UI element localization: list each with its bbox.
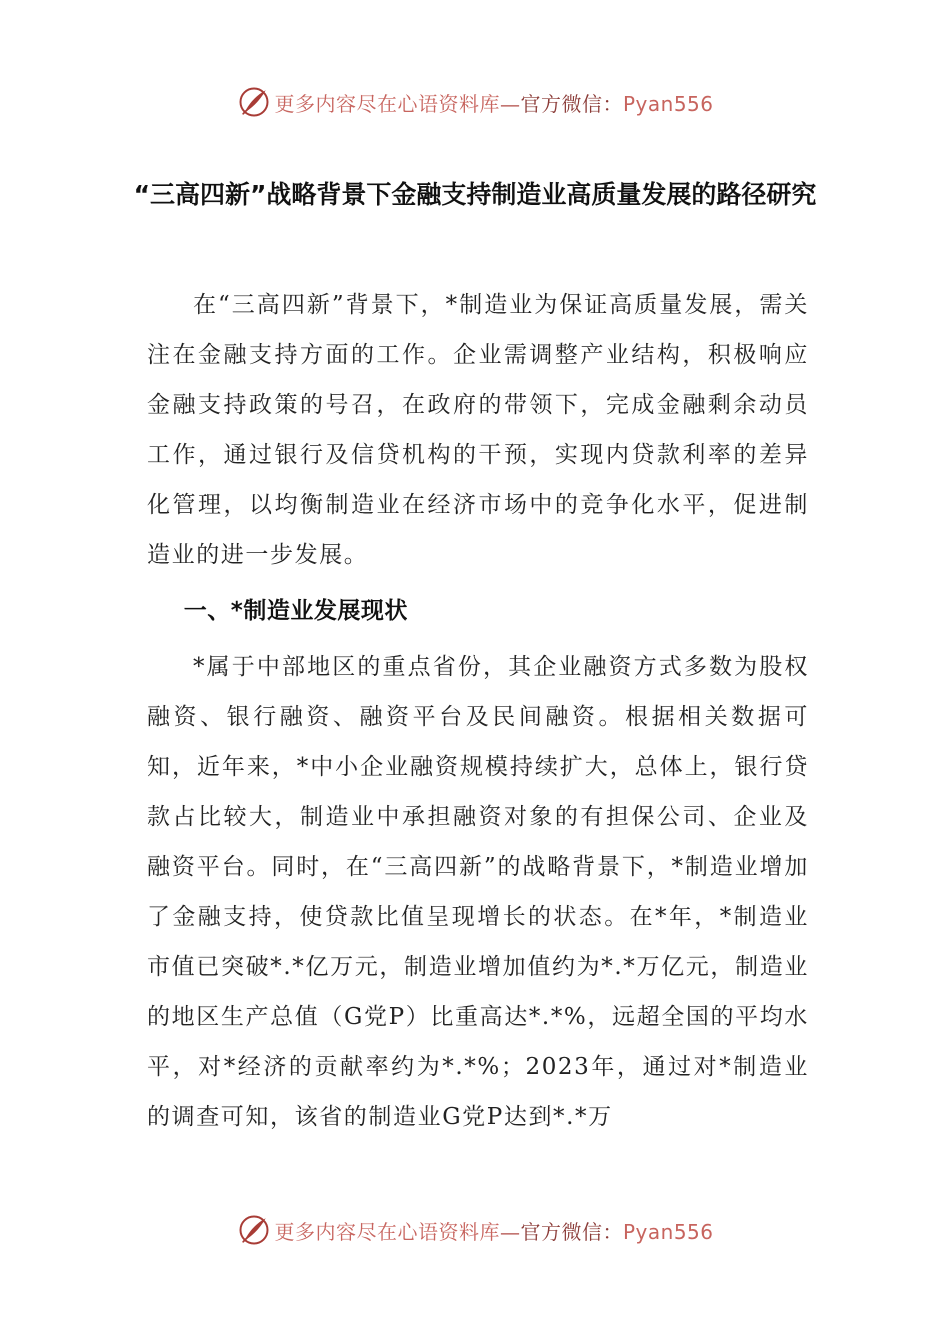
watermark-wechat-id: Pyan556	[622, 91, 714, 116]
quill-pen-logo-icon	[236, 84, 272, 120]
watermark-separator: —	[499, 1219, 521, 1244]
footer-watermark	[0, 1210, 950, 1250]
document-title: “三高四新”战略背景下金融支持制造业高质量发展的路径研究	[133, 180, 817, 209]
watermark-wechat-id: Pyan556	[622, 1219, 714, 1244]
section-heading: 一、*制造业发展现状	[183, 598, 408, 624]
watermark-label: 官方微信：	[520, 91, 623, 116]
intro-paragraph: 在“三高四新”背景下，*制造业为保证高质量发展，需关注在金融支持方面的工作。企业需调整产业结构，积极响应金融支持政策的号召，在政府的带领下，完成金融剩余动员工作，通过银行及信贷机构的干预，实现内贷款利率的差异化管理，以均衡制造业在经济市场中的竞争化水平，促进制造业的进一步发展。	[147, 292, 809, 568]
quill-pen-logo-icon	[236, 1212, 272, 1248]
document-body	[147, 280, 809, 1142]
watermark-label: 官方微信：	[520, 1219, 623, 1244]
watermark-separator: —	[499, 91, 521, 116]
header-watermark	[0, 82, 950, 122]
watermark-brand: 更多内容尽在心语资料库	[274, 1219, 500, 1244]
watermark-brand: 更多内容尽在心语资料库	[274, 91, 500, 116]
section-paragraph: *属于中部地区的重点省份，其企业融资方式多数为股权融资、银行融资、融资平台及民间融资。根据相关数据可知，近年来，*中小企业融资规模持续扩大，总体上，银行贷款占比较大，制造业中承担融资对象的有担保公司、企业及融资平台。同时，在“三高四新”的战略背景下，*制造业增加了金融支持，使贷款比值呈现增长的状态。在*年，*制造业市值已突破*.*亿万元，制造业增加值约为*.*万亿元，制造业的地区生产总值（G党P）比重高达*.*%，远超全国的平均水平，对*经济的贡献率约为*.*%；2023年，通过对*制造业的调查可知，该省的制造业G党P达到*.*万	[147, 654, 809, 1130]
